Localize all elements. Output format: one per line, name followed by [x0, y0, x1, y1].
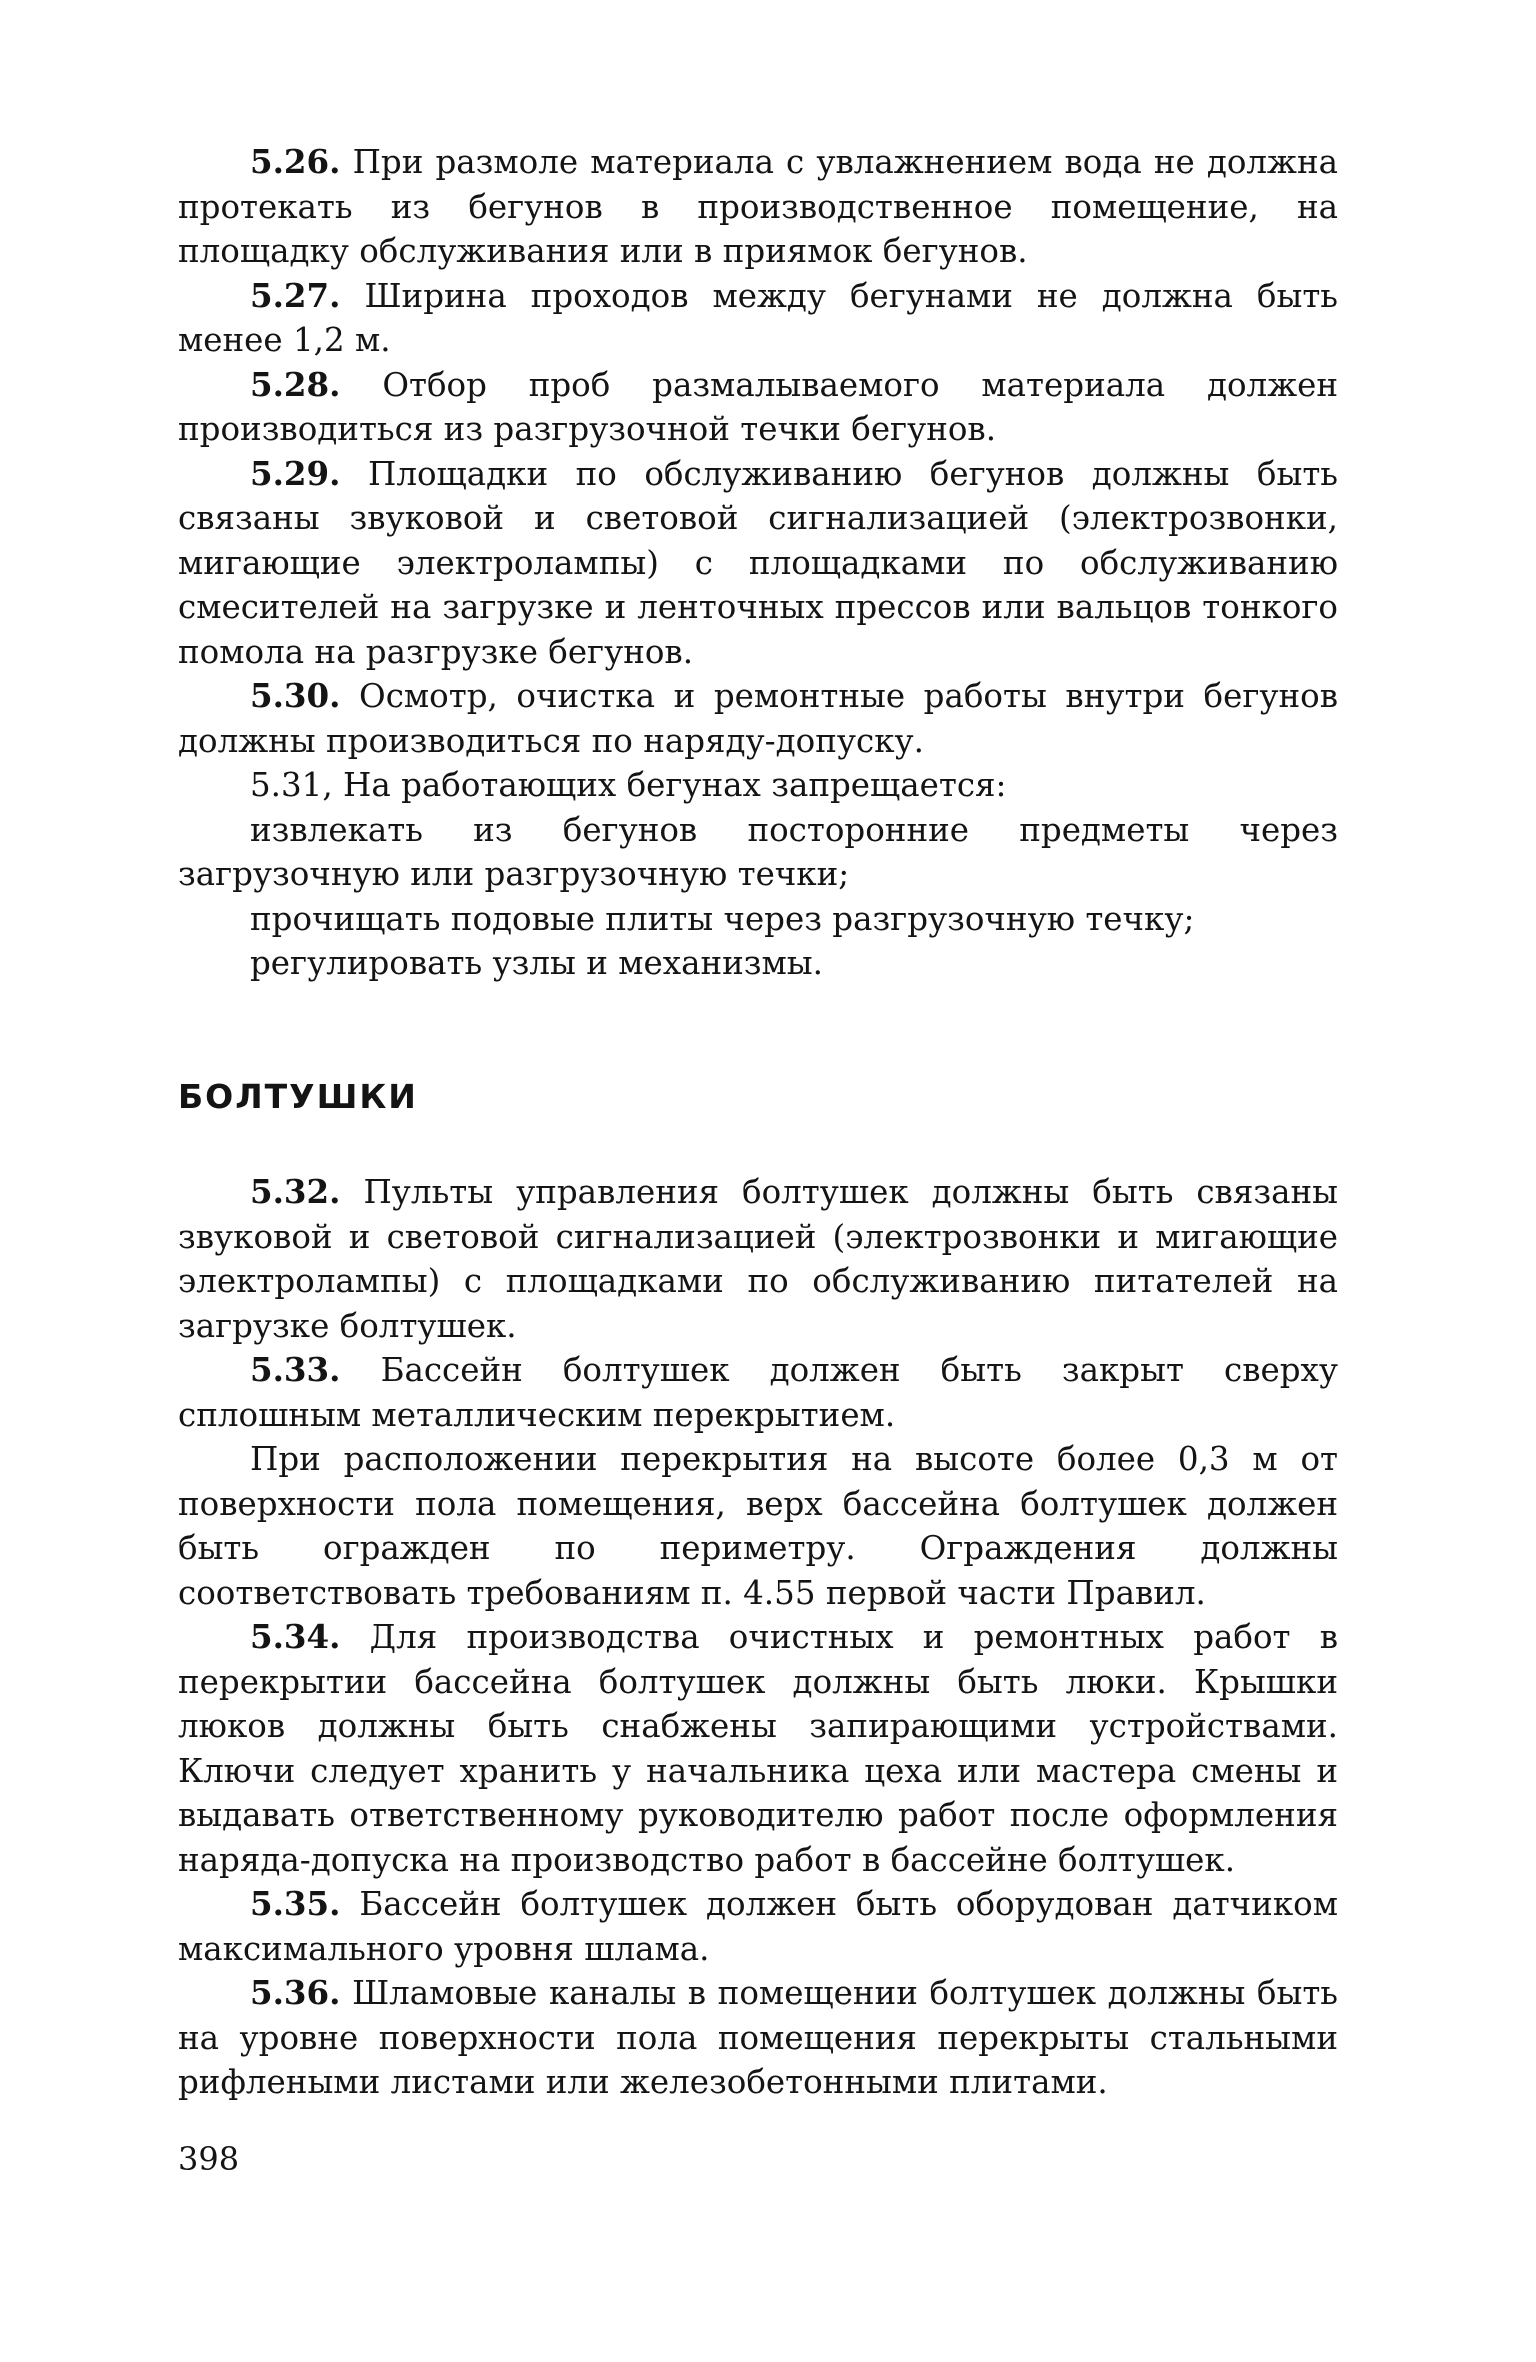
paragraph-5-28: 5.28. Отбор проб размалываемого материала должен производиться из разгрузочной течки бегунов. — [178, 364, 1338, 448]
paragraph-5-35: 5.35. Бассейн болтушек должен быть оборудован датчиком максимального уровня шлама. — [178, 1884, 1338, 1968]
paragraph-5-26: 5.26. При размоле материала с увлажнением вода не должна протекать из бегунов в производственное помещение, на площадку обслуживания или в приямок бегунов. — [178, 142, 1338, 270]
section-mixers — [178, 1170, 1338, 2105]
paragraph-5-33: 5.33. Бассейн болтушек должен быть закрыт сверху сплошным металлическим перекрытием. — [178, 1350, 1338, 1434]
paragraph-5-31-item-3: регулировать узлы и механизмы. — [250, 944, 823, 982]
paragraph-5-33-continued: При расположении перекрытия на высоте более 0,3 м от поверхности пола помещения, верх бассейна болтушек должен быть огражден по периметру. Ограждения должны соответствовать требованиям п. 4.55 первой части Правил. — [178, 1440, 1338, 1612]
paragraph-5-31-item-1: извлекать из бегунов посторонние предметы через загрузочную или разгрузочную течки; — [178, 810, 1338, 893]
section-heading: БОЛТУШКИ — [178, 1077, 418, 1116]
paragraph-5-34: 5.34. Для производства очистных и ремонтных работ в перекрытии бассейна болтушек должны быть люки. Крышки люков должны быть снабжены запирающими устройствами. Ключи следует хранить у начальника цеха или мастера смены и выдавать ответственному руководителю работ после оформления наряда-допуска на производство работ в бассейне болтушек. — [178, 1617, 1338, 1879]
paragraph-5-36: 5.36. Шламовые каналы в помещении болтушек должны быть на уровне поверхности пола помещения перекрыты стальными рифлеными листами или железобетонными плитами. — [178, 1973, 1338, 2101]
paragraph-5-31-item-2: прочищать подовые плиты через разгрузочную течку; — [250, 899, 1195, 938]
paragraph-5-32: 5.32. Пульты управления болтушек должны быть связаны звуковой и световой сигнализацией (электрозвонки и мигающие электролампы) с площадками по обслуживанию питателей на загрузке болтушек. — [178, 1172, 1338, 1345]
page-number: 398 — [178, 2140, 240, 2178]
paragraph-5-29: 5.29. Площадки по обслуживанию бегунов должны быть связаны звуковой и световой сигнализацией (электрозвонки, мигающие электролампы) с площадками по обслуживанию смесителей на загрузке и ленточных прессов или вальцов тонкого помола на разгрузке бегунов. — [178, 453, 1338, 671]
section-runners — [178, 140, 1338, 986]
paragraph-5-30: 5.30. Осмотр, очистка и ремонтные работы внутри бегунов должны производиться по наряду-допуску. — [178, 676, 1338, 760]
paragraph-5-31: 5.31, На работающих бегунах запрещается: — [250, 766, 1007, 804]
paragraph-5-27: 5.27. Ширина проходов между бегунами не должна быть менее 1,2 м. — [178, 275, 1338, 359]
